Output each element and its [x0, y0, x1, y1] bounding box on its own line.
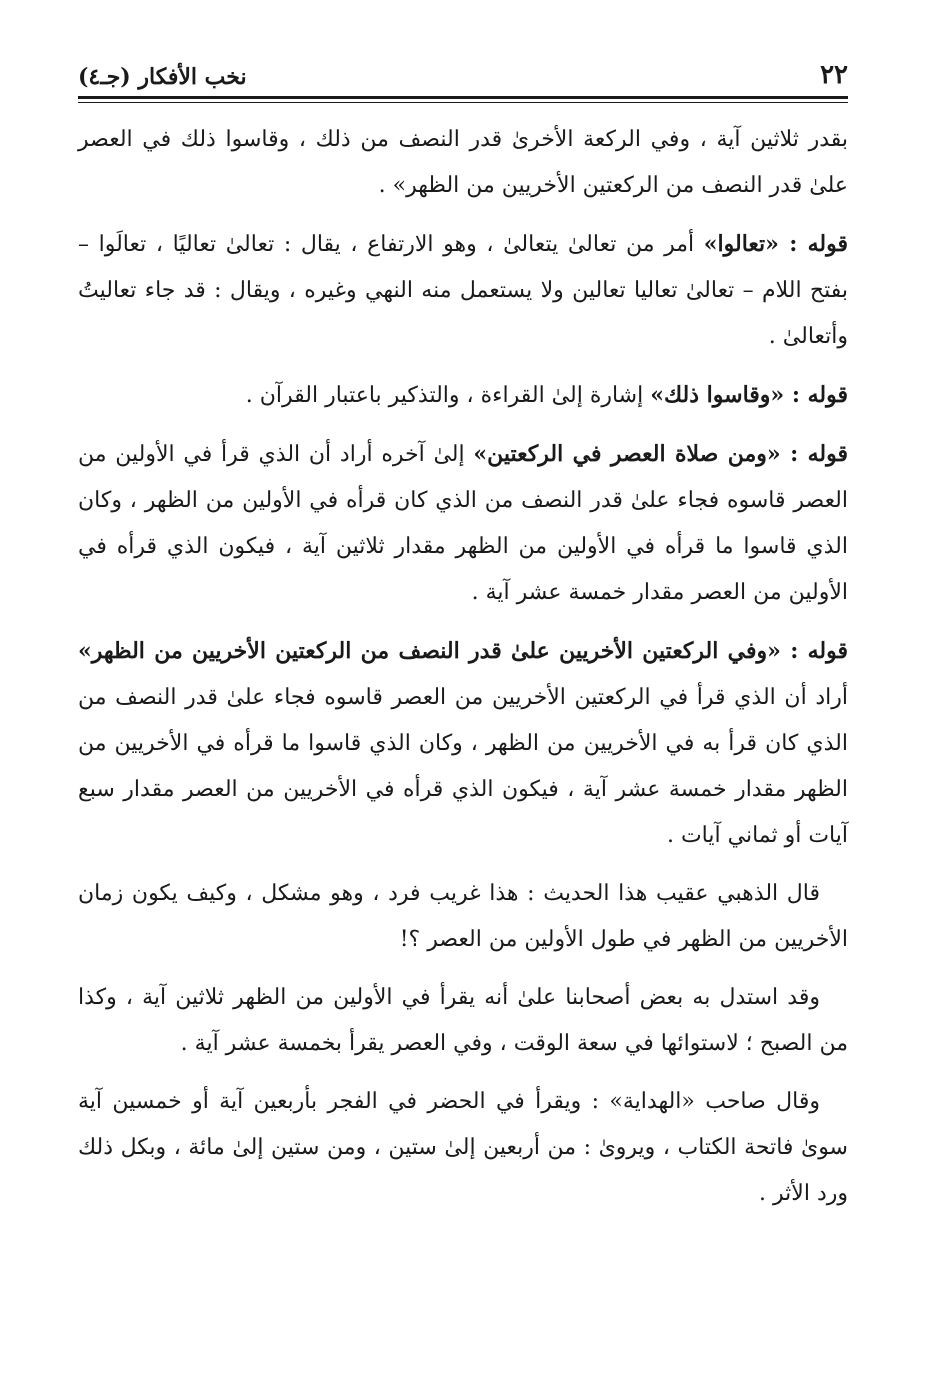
commentary-text: إشارة إلىٰ القراءة ، والتذكير باعتبار القرآن .: [245, 383, 651, 408]
quoted-lemma: قوله : «تعالوا»: [703, 231, 848, 257]
paragraph: [78, 871, 848, 963]
running-header: [78, 48, 848, 90]
header-rule: [78, 96, 848, 103]
commentary-text: قال الذهبي عقيب هذا الحديث : هذا غريب فرد ، وهو مشكل ، وكيف يكون زمان الأخريين من الظهر في طول الأولين من العصر ؟!: [78, 881, 848, 952]
quoted-lemma: قوله : «وقاسوا ذلك»: [650, 382, 848, 408]
commentary-text: إلىٰ آخره أراد أن الذي قرأ في الأولين من العصر قاسوه فجاء علىٰ قدر النصف من الذي كان قرأه في الأولين من الظهر ، وكان الذي قاسوا ما قرأه في الأولين من الظهر مقدار ثلاثين آية ، فيكون الذي قرأه في الأولين من العصر مقدار خمسة عشر آية .: [78, 442, 848, 605]
paragraph: [78, 1079, 848, 1217]
quoted-lemma: قوله : «ومن صلاة العصر في الركعتين»: [473, 441, 848, 467]
book-title: نخب الأفكار (جـ٤): [78, 64, 247, 90]
commentary-text: أراد أن الذي قرأ في الركعتين الأخريين من العصر قاسوه فجاء علىٰ قدر النصف من الذي كان قرأ به في الأخريين من الظهر ، وكان الذي قاسوا ما قرأه في الأخريين من الظهر مقدار خمسة عشر آية ، فيكون الذي قرأه في الأخريين من العصر مقدار سبع آيات أو ثماني آيات .: [78, 685, 848, 848]
paragraph: [78, 975, 848, 1067]
paragraph: [78, 221, 848, 360]
commentary-text: وقال صاحب «الهداية» : ويقرأ في الحضر في الفجر بأربعين آية أو خمسين آية سوىٰ فاتحة الكتاب ، ويروىٰ : من أربعين إلىٰ ستين ، ومن ستين إلىٰ مائة ، وبكل ذلك ورد الأثر .: [78, 1089, 848, 1206]
commentary-text: أمر من تعالىٰ يتعالىٰ ، وهو الارتفاع ، يقال : تعالىٰ تعاليًا ، تعالَوا – بفتح اللام – تعالىٰ تعاليا تعالين ولا يستعمل منه النهي وغيره ، ويقال : قد جاء تعاليتُ وأتعالىٰ .: [78, 232, 848, 349]
book-page: [78, 48, 848, 1229]
page-number: ٢٢: [820, 60, 848, 90]
paragraph: [78, 431, 848, 616]
paragraph: [78, 628, 848, 859]
quoted-lemma: قوله : «وفي الركعتين الأخريين علىٰ قدر النصف من الركعتين الأخريين من الظهر»: [78, 638, 848, 664]
paragraph: [78, 117, 848, 209]
paragraph: [78, 372, 848, 419]
commentary-text: بقدر ثلاثين آية ، وفي الركعة الأخرىٰ قدر النصف من ذلك ، وقاسوا ذلك في العصر علىٰ قدر النصف من الركعتين الأخريين من الظهر» .: [78, 127, 848, 198]
body-text: [78, 117, 848, 1217]
commentary-text: وقد استدل به بعض أصحابنا علىٰ أنه يقرأ في الأولين من الظهر ثلاثين آية ، وكذا من الصبح ؛ لاستوائها في سعة الوقت ، وفي العصر يقرأ بخمسة عشر آية .: [78, 985, 848, 1056]
